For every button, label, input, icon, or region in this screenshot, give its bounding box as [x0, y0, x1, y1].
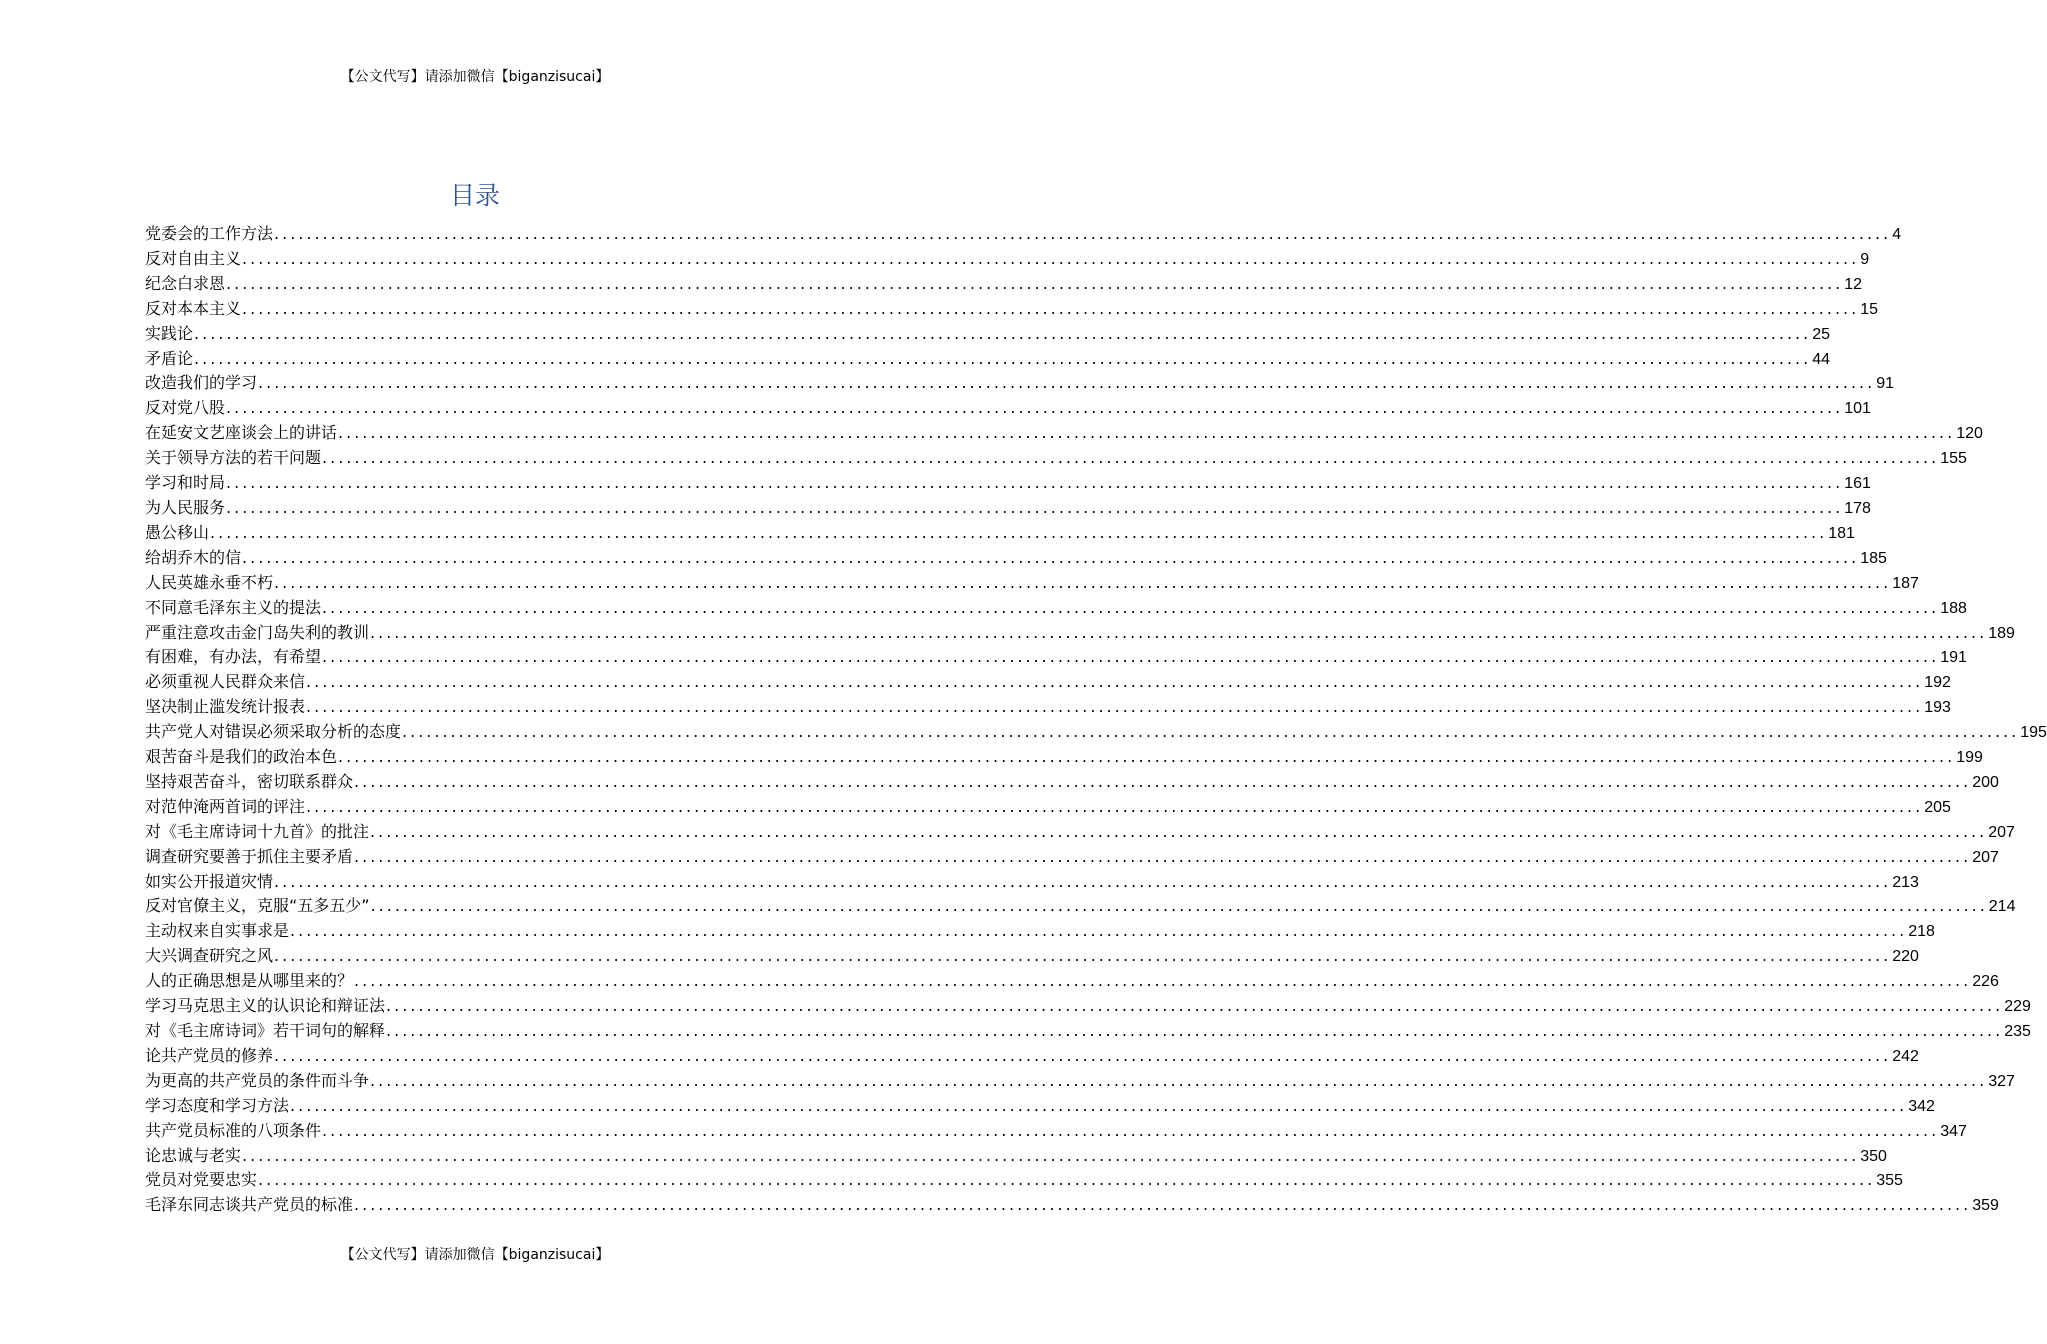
toc-entry-page: 191 [1940, 649, 1967, 667]
toc-entry[interactable] [145, 421, 1983, 446]
toc-leader-dots: ........................................................................................................................................................................................................ [290, 921, 1908, 941]
toc-entry-title: 为更高的共产党员的条件而斗争 [145, 1070, 370, 1090]
toc-entry-title: 对《毛主席诗词十九首》的批注 [145, 821, 370, 841]
toc-entry-page: 188 [1940, 599, 1967, 617]
toc-leader-dots: ........................................................................................................................................................................................................ [258, 1170, 1876, 1190]
toc-entry[interactable] [145, 222, 1902, 247]
toc-leader-dots: ........................................................................................................................................................................................................ [258, 373, 1876, 393]
toc-entry[interactable] [145, 1119, 1967, 1144]
toc-entry[interactable] [145, 471, 1871, 496]
toc-leader-dots: ........................................................................................................................................................................................................ [210, 522, 1828, 542]
toc-entry[interactable] [145, 371, 1894, 396]
toc-entry[interactable] [145, 571, 1919, 596]
toc-entry-page: 101 [1844, 400, 1871, 418]
toc-leader-dots: ........................................................................................................................................................................................................ [274, 1045, 1892, 1065]
toc-entry[interactable] [145, 396, 1871, 421]
toc-leader-dots: ........................................................................................................................................................................................................ [306, 672, 1924, 692]
page-header: 【公文代写】请添加微信【biganzisucai】 [340, 69, 610, 85]
toc-entry[interactable] [145, 795, 1951, 820]
toc-leader-dots: ........................................................................................................................................................................................................ [370, 1070, 1988, 1090]
toc-entry-title: 改造我们的学习 [145, 373, 258, 393]
toc-entry-page: 185 [1860, 549, 1887, 567]
toc-leader-dots: ........................................................................................................................................................................................................ [370, 622, 1988, 642]
toc-entry-title: 学习和时局 [145, 473, 226, 493]
toc-entry[interactable] [145, 1168, 1903, 1193]
toc-entry-page: 359 [1972, 1197, 1999, 1215]
toc-entry[interactable] [145, 919, 1935, 944]
toc-entry-page: 25 [1812, 325, 1830, 343]
toc-entry[interactable] [145, 745, 1983, 770]
toc-entry[interactable] [145, 770, 1999, 795]
toc-entry[interactable] [145, 845, 1999, 870]
toc-entry-title: 反对官僚主义，克服“五多五少” [145, 896, 370, 916]
table-of-contents [145, 222, 2047, 1218]
toc-entry[interactable] [145, 1019, 2031, 1044]
toc-entry-title: 不同意毛泽东主义的提法 [145, 597, 322, 617]
toc-entry-title: 论共产党员的修养 [145, 1045, 274, 1065]
toc-entry[interactable] [145, 1044, 1919, 1069]
toc-entry[interactable] [145, 272, 1862, 297]
toc-entry-page: 347 [1940, 1122, 1967, 1140]
toc-entry-page: 195 [2020, 724, 2047, 742]
toc-entry-title: 调查研究要善于抓住主要矛盾 [145, 846, 354, 866]
toc-leader-dots: ........................................................................................................................................................................................................ [322, 597, 1940, 617]
toc-entry-page: 44 [1812, 350, 1830, 368]
toc-entry-title: 纪念白求恩 [145, 273, 226, 293]
toc-entry-page: 200 [1972, 773, 1999, 791]
toc-entry-title: 论忠诚与老实 [145, 1145, 242, 1165]
toc-entry-title: 党委会的工作方法 [145, 224, 274, 243]
toc-entry[interactable] [145, 247, 1870, 272]
toc-entry-page: 226 [1972, 973, 1999, 991]
toc-entry-title: 学习马克思主义的认识论和辩证法 [145, 996, 386, 1016]
toc-entry[interactable] [145, 322, 1830, 347]
toc-leader-dots: ........................................................................................................................................................................................................ [354, 771, 1972, 791]
toc-leader-dots: ........................................................................................................................................................................................................ [402, 722, 2020, 742]
toc-leader-dots: ........................................................................................................................................................................................................ [290, 1095, 1908, 1115]
toc-entry-page: 350 [1860, 1147, 1887, 1165]
toc-leader-dots: ........................................................................................................................................................................................................ [338, 423, 1956, 443]
toc-entry-page: 205 [1924, 798, 1951, 816]
toc-entry-page: 207 [1972, 848, 1999, 866]
toc-entry-title: 实践论 [145, 323, 194, 343]
toc-leader-dots: ........................................................................................................................................................................................................ [242, 547, 1860, 567]
toc-entry-title: 给胡乔木的信 [145, 547, 242, 567]
toc-entry-page: 189 [1988, 624, 2015, 642]
toc-entry[interactable] [145, 645, 1967, 670]
toc-entry-page: 218 [1908, 923, 1935, 941]
toc-leader-dots: ........................................................................................................................................................................................................ [274, 946, 1892, 966]
toc-entry[interactable] [145, 1193, 1999, 1218]
toc-entry[interactable] [145, 894, 2016, 919]
toc-leader-dots: ........................................................................................................................................................................................................ [354, 1195, 1972, 1215]
toc-entry[interactable] [145, 944, 1919, 969]
toc-entry-title: 主动权来自实事求是 [145, 921, 290, 941]
toc-leader-dots: ........................................................................................................................................................................................................ [226, 273, 1844, 293]
toc-entry-title: 对范仲淹两首词的评注 [145, 796, 306, 816]
toc-entry-page: 91 [1876, 375, 1894, 393]
toc-entry-page: 229 [2004, 998, 2031, 1016]
toc-entry-page: 187 [1892, 574, 1919, 592]
toc-entry-page: 207 [1988, 823, 2015, 841]
toc-entry-title: 共产党人对错误必须采取分析的态度 [145, 722, 402, 742]
toc-entry-page: 235 [2004, 1023, 2031, 1040]
toc-leader-dots: ........................................................................................................................................................................................................ [354, 971, 1972, 991]
toc-leader-dots: ........................................................................................................................................................................................................ [242, 248, 1860, 268]
toc-entry[interactable] [145, 297, 1878, 322]
toc-leader-dots: ........................................................................................................................................................................................................ [306, 796, 1924, 816]
toc-leader-dots: ........................................................................................................................................................................................................ [194, 323, 1812, 343]
toc-entry-page: 120 [1956, 425, 1983, 443]
toc-entry-title: 党员对党要忠实 [145, 1170, 258, 1190]
toc-entry-title: 坚决制止滥发统计报表 [145, 697, 306, 717]
toc-leader-dots: ........................................................................................................................................................................................................ [386, 1021, 2004, 1040]
toc-entry-title: 艰苦奋斗是我们的政治本色 [145, 747, 338, 767]
toc-entry-title: 共产党员标准的八项条件 [145, 1120, 322, 1140]
toc-leader-dots: ........................................................................................................................................................................................................ [226, 473, 1844, 493]
toc-entry-title: 人民英雄永垂不朽 [145, 572, 274, 592]
toc-entry[interactable] [145, 820, 2015, 845]
toc-entry-title: 关于领导方法的若干问题 [145, 448, 322, 468]
toc-entry-page: 161 [1844, 475, 1871, 493]
toc-entry-page: 155 [1940, 450, 1967, 468]
toc-entry[interactable] [145, 446, 1967, 471]
toc-leader-dots: ........................................................................................................................................................................................................ [306, 697, 1924, 717]
toc-entry-page: 214 [1988, 898, 2016, 916]
toc-entry[interactable] [145, 496, 1871, 521]
toc-entry-title: 有困难，有办法，有希望 [145, 647, 322, 667]
toc-leader-dots: ........................................................................................................................................................................................................ [370, 821, 1988, 841]
toc-entry[interactable] [145, 670, 1951, 695]
toc-entry-page: 327 [1988, 1072, 2015, 1090]
toc-entry-title: 毛泽东同志谈共产党员的标准 [145, 1195, 354, 1215]
toc-entry-title: 反对自由主义 [145, 248, 242, 268]
toc-entry[interactable] [145, 1069, 2015, 1094]
toc-entry-page: 15 [1860, 300, 1878, 318]
toc-leader-dots: ........................................................................................................................................................................................................ [354, 846, 1972, 866]
toc-heading: 目录 [449, 181, 500, 210]
toc-entry[interactable] [145, 994, 2031, 1019]
toc-leader-dots: ........................................................................................................................................................................................................ [274, 871, 1892, 891]
toc-entry-title: 矛盾论 [145, 348, 194, 368]
toc-leader-dots: ........................................................................................................................................................................................................ [242, 1145, 1860, 1165]
toc-entry-title: 反对本本主义 [145, 298, 242, 318]
toc-entry-title: 必须重视人民群众来信 [145, 672, 306, 692]
toc-entry-page: 199 [1956, 749, 1983, 767]
toc-entry-title: 反对党八股 [145, 398, 226, 418]
toc-entry-page: 220 [1892, 948, 1919, 966]
toc-leader-dots: ........................................................................................................................................................................................................ [274, 572, 1892, 592]
toc-leader-dots: ........................................................................................................................................................................................................ [322, 647, 1940, 667]
toc-leader-dots: ........................................................................................................................................................................................................ [322, 1120, 1940, 1140]
toc-leader-dots: ........................................................................................................................................................................................................ [274, 224, 1892, 243]
toc-entry-page: 242 [1892, 1047, 1919, 1065]
toc-leader-dots: ........................................................................................................................................................................................................ [338, 747, 1956, 767]
toc-entry[interactable] [145, 1094, 1935, 1119]
toc-entry-title: 对《毛主席诗词》若干词句的解释 [145, 1021, 386, 1040]
toc-entry[interactable] [145, 621, 2015, 646]
toc-entry[interactable] [145, 695, 1951, 720]
toc-entry-page: 4 [1892, 226, 1902, 243]
toc-entry-title: 坚持艰苦奋斗，密切联系群众 [145, 771, 354, 791]
toc-entry-title: 严重注意攻击金门岛失利的教训 [145, 622, 370, 642]
toc-leader-dots: ........................................................................................................................................................................................................ [322, 448, 1940, 468]
toc-leader-dots: ........................................................................................................................................................................................................ [226, 497, 1844, 517]
toc-entry[interactable] [145, 969, 1999, 994]
toc-entry[interactable] [145, 1144, 1887, 1169]
toc-entry-title: 为人民服务 [145, 497, 226, 517]
toc-entry-title: 大兴调查研究之风 [145, 946, 274, 966]
toc-entry[interactable] [145, 546, 1887, 571]
toc-leader-dots: ........................................................................................................................................................................................................ [386, 996, 2004, 1016]
toc-entry-page: 9 [1860, 250, 1870, 268]
toc-entry-page: 181 [1828, 524, 1855, 542]
page-footer: 【公文代写】请添加微信【biganzisucai】 [340, 1247, 610, 1263]
toc-entry-title: 人的正确思想是从哪里来的？ [145, 971, 354, 991]
toc-entry-title: 在延安文艺座谈会上的讲话 [145, 423, 338, 443]
toc-entry-title: 如实公开报道灾情 [145, 871, 274, 891]
toc-entry-page: 355 [1876, 1172, 1903, 1190]
toc-entry-page: 12 [1844, 275, 1862, 293]
toc-entry-page: 213 [1892, 873, 1919, 891]
toc-leader-dots: ........................................................................................................................................................................................................ [194, 348, 1812, 368]
toc-entry-page: 193 [1924, 699, 1951, 717]
toc-entry-page: 342 [1908, 1097, 1935, 1115]
toc-entry-title: 学习态度和学习方法 [145, 1095, 290, 1115]
toc-entry[interactable] [145, 521, 1855, 546]
toc-entry[interactable] [145, 870, 1919, 895]
toc-entry-page: 192 [1924, 674, 1951, 692]
toc-entry-title: 愚公移山 [145, 522, 210, 542]
toc-leader-dots: ........................................................................................................................................................................................................ [370, 896, 1988, 916]
toc-entry[interactable] [145, 596, 1967, 621]
toc-entry-page: 178 [1844, 499, 1871, 517]
toc-leader-dots: ........................................................................................................................................................................................................ [226, 398, 1844, 418]
toc-leader-dots: ........................................................................................................................................................................................................ [242, 298, 1860, 318]
toc-entry[interactable] [145, 720, 2047, 745]
toc-entry[interactable] [145, 347, 1830, 372]
